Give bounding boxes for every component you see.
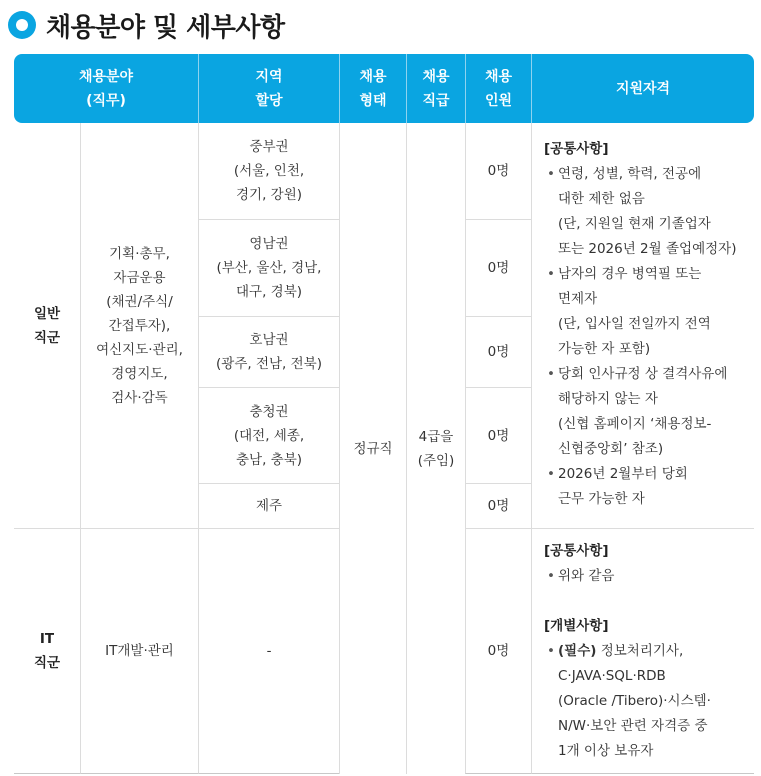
job-it: IT개발·관리 xyxy=(80,528,198,774)
bullet-icon: • xyxy=(547,266,555,282)
qualification-item-text: 연령, 성별, 학력, 전공에 대한 제한 없음 (단, 지원일 현재 기졸업자 또는 2026년 2월 졸업예정자) xyxy=(558,166,737,257)
count-it: 0명 xyxy=(465,528,531,774)
qualification-item xyxy=(544,639,711,764)
bullet-icon: • xyxy=(547,643,555,659)
region-chungcheong: 충청권 (대전, 세종, 충남, 충북) xyxy=(198,387,339,483)
count-jeju: 0명 xyxy=(465,483,531,528)
recruitment-table xyxy=(14,54,754,771)
count-honam: 0명 xyxy=(465,316,531,387)
required-label: (필수) xyxy=(558,643,597,659)
group-general: 일반 직군 xyxy=(33,305,61,346)
qualification-specific-title: [개별사항] xyxy=(544,618,609,634)
qualification-item-text: 2026년 2월부터 당회 근무 가능한 자 xyxy=(558,466,688,507)
region-yeongnam: 영남권 (부산, 울산, 경남, 대구, 경북) xyxy=(198,219,339,316)
header-region: 지역 할당 xyxy=(198,54,339,123)
header-grade: 채용 직급 xyxy=(406,54,465,123)
qualification-common-title: [공통사항] xyxy=(544,141,609,157)
qualification-item xyxy=(544,564,614,589)
bullet-icon: • xyxy=(547,568,555,584)
section-title: 채용분야 및 세부사항 xyxy=(46,12,285,43)
count-central: 0명 xyxy=(465,123,531,219)
header-employment-type: 채용 형태 xyxy=(339,54,406,123)
qualification-it xyxy=(531,528,754,774)
qualification-general xyxy=(531,123,754,528)
qualification-item-text xyxy=(558,639,711,764)
grade: 4급을 (주임) xyxy=(406,123,465,774)
required-text: 정보처리기사, C·JAVA·SQL·RDB (Oracle /Tibero)·시스템· N/W·보안 관련 자격증 중 1개 이상 보유자 xyxy=(558,643,711,759)
employment-type: 정규직 xyxy=(339,123,406,774)
qualification-item-text: 위와 같음 xyxy=(558,568,615,584)
qualification-item-text: 당회 인사규정 상 결격사유에 해당하지 않는 자 (신협 홈페이지 ‘채용정보- 신협중앙회’ 참조) xyxy=(558,366,728,457)
section-header xyxy=(8,8,285,42)
count-yeongnam: 0명 xyxy=(465,219,531,316)
bullet-icon: • xyxy=(547,166,555,182)
count-chungcheong: 0명 xyxy=(465,387,531,483)
region-central: 중부권 (서울, 인천, 경기, 강원) xyxy=(198,123,339,219)
qualification-item xyxy=(544,362,727,462)
header-field: 채용분야 (직무) xyxy=(14,54,198,123)
circle-bullet-icon xyxy=(8,11,36,39)
qualification-common-title: [공통사항] xyxy=(544,543,609,559)
qualification-item xyxy=(544,162,736,262)
group-it: IT 직군 xyxy=(14,528,80,774)
bullet-icon: • xyxy=(547,366,555,382)
qualification-item xyxy=(544,462,688,512)
bullet-icon: • xyxy=(547,466,555,482)
qualification-item xyxy=(544,262,711,362)
header-qualification: 지원자격 xyxy=(531,54,754,123)
qualification-item-text: 남자의 경우 병역필 또는 면제자 (단, 입사일 전일까지 전역 가능한 자 포함) xyxy=(558,266,711,357)
region-it: - xyxy=(198,528,339,774)
job-general: 기획·총무, 자금운용 (채권/주식/ 간접투자), 여신지도·관리, 경영지도, 검사·감독 xyxy=(80,123,198,528)
region-jeju: 제주 xyxy=(198,483,339,528)
region-honam: 호남권 (광주, 전남, 전북) xyxy=(198,316,339,387)
header-headcount: 채용 인원 xyxy=(465,54,531,123)
